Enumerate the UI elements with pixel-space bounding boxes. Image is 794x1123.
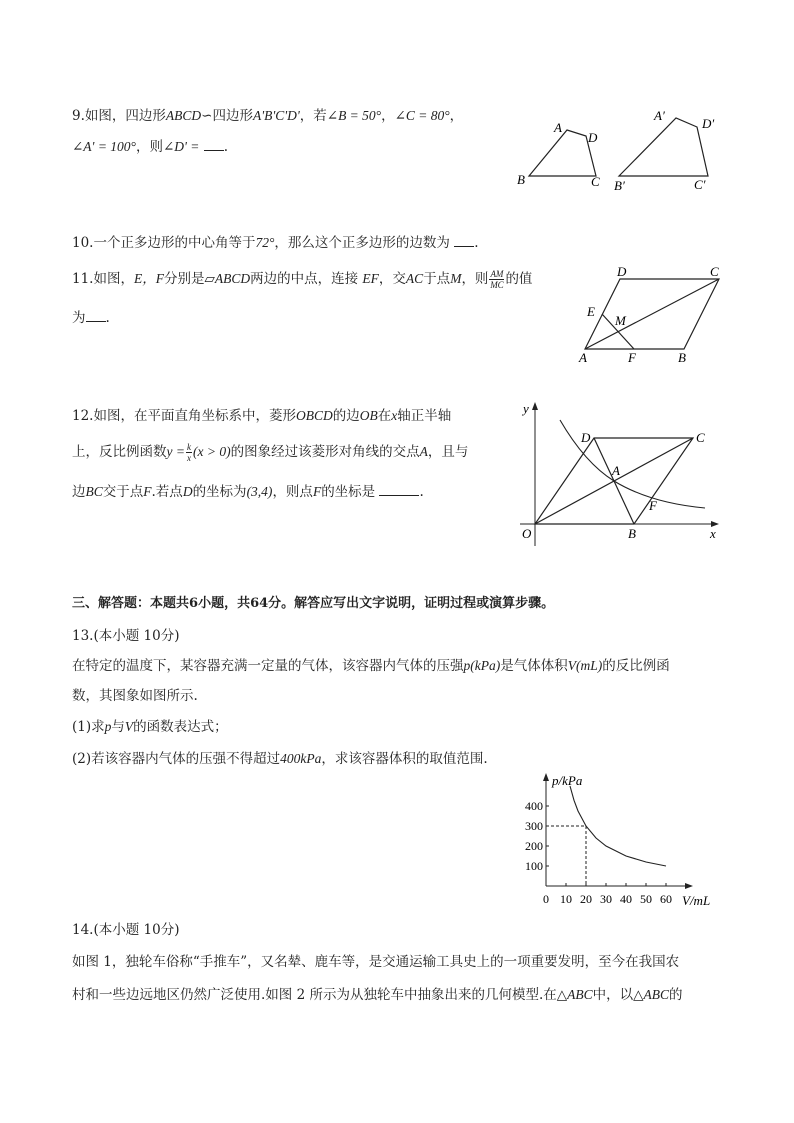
q12-line3: 边BC交于点F.若点D的坐标为(3,4)，则点F的坐标是 . <box>72 484 424 500</box>
q9-figure <box>510 100 730 195</box>
answer-blank <box>204 138 224 151</box>
label-A: A <box>554 120 562 135</box>
label-B: B <box>678 350 686 365</box>
diagonal-ac <box>585 279 719 349</box>
chart-x-arrow <box>685 883 693 889</box>
label-D: D <box>617 264 627 279</box>
label-F: F <box>628 350 636 365</box>
chart-ylabel: p/kPa <box>552 773 583 788</box>
q9-line2: ∠A' = 100°，则∠D' = . <box>72 139 228 155</box>
label-y: y <box>523 401 529 416</box>
x-tick-label: 0 <box>543 892 549 906</box>
chart-series-line <box>570 786 666 866</box>
q13-sub1: (1)求p与V的函数表达式； <box>72 719 228 735</box>
answer-blank <box>454 234 474 247</box>
q12-line2: 上，反比例函数y = $\frac{k}{x}$ (x > 0)的图象经过该菱形对角线的交点A，且与 <box>72 442 469 463</box>
x-tick-label: 30 <box>600 892 612 906</box>
x-tick-label: 60 <box>660 892 672 906</box>
q12-line1: 12.如图，在平面直角坐标系中，菱形OBCD的边OB在x轴正半轴 <box>72 408 452 424</box>
label-M: M <box>615 313 626 328</box>
q11-line2: 为 . <box>72 310 110 326</box>
q9-line1: 9.如图，四边形ABCD∽四边形A'B'C'D'，若∠B = 50°，∠C = 80°， <box>72 108 464 124</box>
label-C: C <box>696 430 705 445</box>
q11-figure <box>575 262 735 367</box>
label-B: B <box>517 172 525 187</box>
label-A: A <box>612 463 620 478</box>
q10-line: 10.一个正多边形的中心角等于72°，那么这个正多边形的边数为 . <box>72 235 479 251</box>
quad-abcd <box>529 130 596 176</box>
quad-abcd-prime <box>619 118 708 176</box>
pressure-volume-chart <box>510 768 730 913</box>
q13-para-line1: 在特定的温度下，某容器充满一定量的气体，该容器内气体的压强p(kPa)是气体体积V(mL)的反比例函 <box>72 658 670 674</box>
y-axis-arrow <box>532 402 538 410</box>
y-tick-label: 100 <box>525 859 543 873</box>
section-header: 三、解答题：本题共6小题，共64分。解答应写出文字说明，证明过程或演算步骤。 <box>72 596 555 611</box>
label-D: D <box>588 130 598 145</box>
answer-blank <box>86 309 106 322</box>
label-C-prime: C′ <box>694 177 706 192</box>
label-C: C <box>710 264 719 279</box>
y-tick-label: 400 <box>525 799 543 813</box>
label-A: A <box>579 350 587 365</box>
label-E: E <box>587 304 595 319</box>
q14-para-line2: 村和一些边远地区仍然广泛使用.如图 2 所示为从独轮车中抽象出来的几何模型.在△ABC中，以△ABC的 <box>72 987 683 1003</box>
x-tick-label: 50 <box>640 892 652 906</box>
q14-header: 14.(本小题 10分) <box>72 922 180 938</box>
label-O: O <box>522 526 532 541</box>
chart-xlabel: V/mL <box>682 893 711 908</box>
q12-figure <box>510 398 725 548</box>
fraction-am-mc: $\frac{AM}{MC}$ <box>490 269 504 290</box>
q11-line1: 11.如图，E，F分别是▱ABCD两边的中点，连接 EF，交AC于点M，则 $\frac{AM}{MC}$ 的值 <box>72 269 533 290</box>
label-D: D <box>581 430 591 445</box>
x-tick-label: 20 <box>580 892 592 906</box>
chart-y-arrow <box>543 773 549 781</box>
q13-para-line2: 数，其图象如图所示. <box>72 688 198 704</box>
label-B-prime: B′ <box>614 178 625 193</box>
q14-para-line1: 如图 1，独轮车俗称“手推车”，又名辇、鹿车等，是交通运输工具史上的一项重要发明，至今在我国农 <box>72 954 680 970</box>
label-x: x <box>710 526 716 541</box>
y-tick-label: 200 <box>525 839 543 853</box>
label-D-prime: D′ <box>702 116 715 131</box>
q13-header: 13.(本小题 10分) <box>72 628 180 644</box>
label-C: C <box>591 174 600 189</box>
label-B: B <box>628 526 636 541</box>
y-tick-label: 300 <box>525 819 543 833</box>
label-A-prime: A′ <box>654 108 665 123</box>
fraction-k-x: $\frac{k}{x}$ <box>186 442 191 463</box>
q13-sub2: (2)若该容器内气体的压强不得超过400kPa，求该容器体积的取值范围. <box>72 751 488 767</box>
x-tick-label: 40 <box>620 892 632 906</box>
x-tick-label: 10 <box>560 892 572 906</box>
label-F: F <box>649 498 657 513</box>
answer-blank <box>379 483 419 496</box>
